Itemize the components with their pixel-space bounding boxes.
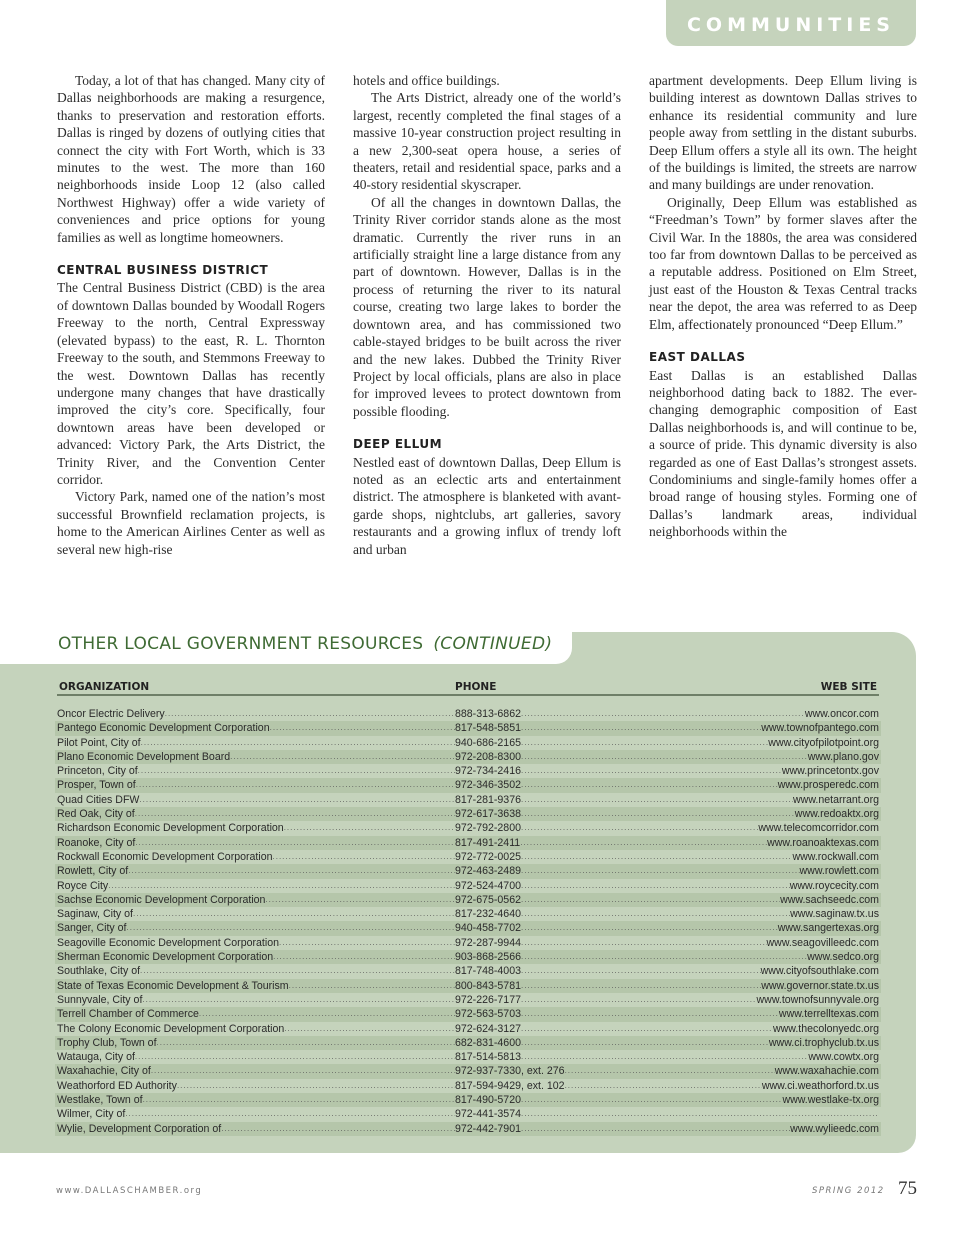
- table-row: [55, 1022, 881, 1036]
- resources-title-suffix: (CONTINUED): [433, 634, 553, 654]
- phone-number: 972-524-4700: [455, 879, 521, 892]
- leader-dots: [135, 1050, 455, 1064]
- phone-number: 972-772-0025: [455, 850, 521, 863]
- leader-dots: [521, 1022, 773, 1036]
- header-organization: ORGANIZATION: [59, 681, 150, 693]
- table-row: [55, 1064, 881, 1078]
- organization-name: Sherman Economic Development Corporation: [57, 951, 274, 964]
- table-row: [55, 793, 881, 807]
- website-link[interactable]: www.rowlett.com: [799, 865, 879, 878]
- phone-number: 817-232-4640: [455, 908, 521, 921]
- organization-name: Prosper, Town of: [57, 779, 136, 792]
- table-row: [55, 1107, 881, 1121]
- organization-name: Royce City: [57, 879, 109, 892]
- leader-dots: [521, 793, 793, 807]
- leader-dots: [273, 950, 455, 964]
- phone-number: 972-442-7901: [455, 1122, 521, 1135]
- organization-name: Sanger, City of: [57, 922, 127, 935]
- leader-dots: [265, 893, 455, 907]
- leader-dots: [521, 1107, 879, 1121]
- phone-number: 817-491-2411: [455, 836, 521, 849]
- website-link[interactable]: www.telecomcorridor.com: [758, 822, 879, 835]
- website-link[interactable]: www.thecolonyedc.org: [773, 1022, 879, 1035]
- leader-dots: [521, 979, 761, 993]
- leader-dots: [230, 750, 455, 764]
- leader-dots: [135, 807, 455, 821]
- leader-dots: [151, 1064, 455, 1078]
- leader-dots: [521, 964, 761, 978]
- table-row: [55, 979, 881, 993]
- paragraph: hotels and office buildings.: [353, 73, 500, 88]
- website-link[interactable]: www.sachseedc.com: [780, 893, 879, 906]
- table-row: [55, 921, 881, 935]
- table-row: [55, 721, 881, 735]
- website-link[interactable]: www.waxahachie.com: [774, 1065, 879, 1078]
- phone-number: 817-748-4003: [455, 965, 521, 978]
- website-link[interactable]: www.rockwall.com: [792, 850, 879, 863]
- leader-dots: [521, 707, 805, 721]
- phone-number: 972-441-3574: [455, 1108, 521, 1121]
- header-website: WEB SITE: [820, 681, 877, 693]
- table-header: [57, 680, 879, 696]
- paragraph: Originally, Deep Ellum was established as “Freedman’s Town” by former slaves after the Civil War. In the 1880s, the area was considered too far from downtown Dallas to be perceived as a reputable address. Positioned on Elm Street, just east of the Houston & Texas Central tracks near the depot, the area was referred to as Deep Elm, affectionately pronounced “Deep Ellum.”: [649, 194, 917, 332]
- leader-dots: [565, 1064, 775, 1078]
- phone-number: 972-463-2489: [455, 865, 521, 878]
- phone-number: 817-490-5720: [455, 1094, 521, 1107]
- leader-dots: [284, 1022, 455, 1036]
- leader-dots: [128, 864, 455, 878]
- leader-dots: [521, 1050, 808, 1064]
- table-row: [55, 764, 881, 778]
- table-row: [55, 1079, 881, 1093]
- table-row: [55, 807, 881, 821]
- website-link[interactable]: www.princetontx.gov: [781, 765, 879, 778]
- section-tab: COMMUNITIES: [666, 0, 916, 46]
- table-row: [55, 836, 881, 850]
- organization-name: Princeton, City of: [57, 765, 138, 778]
- website-link[interactable]: www.sedco.org: [807, 951, 879, 964]
- website-link[interactable]: www.netarrant.org: [793, 793, 879, 806]
- organization-name: The Colony Economic Development Corporation: [57, 1022, 285, 1035]
- website-link[interactable]: [879, 1107, 881, 1121]
- phone-number: 972-563-5703: [455, 1008, 521, 1021]
- website-link[interactable]: www.prosperedc.com: [777, 779, 879, 792]
- table-row: [55, 893, 881, 907]
- leader-dots: [521, 1036, 769, 1050]
- leader-dots: [521, 778, 778, 792]
- table-row: [55, 707, 881, 721]
- leader-dots: [140, 964, 455, 978]
- leader-dots: [521, 850, 792, 864]
- organization-name: Wilmer, City of: [57, 1108, 126, 1121]
- table-row: [55, 850, 881, 864]
- organization-name: Terrell Chamber of Commerce: [57, 1008, 199, 1021]
- leader-dots: [165, 707, 455, 721]
- organization-name: Westlake, Town of: [57, 1094, 143, 1107]
- page-number: 75: [898, 1178, 917, 1199]
- organization-name: Rowlett, City of: [57, 865, 129, 878]
- table-row: [55, 1093, 881, 1107]
- website-link[interactable]: www.ci.trophyclub.tx.us: [768, 1036, 879, 1049]
- phone-number: 817-548-5851: [455, 722, 521, 735]
- leader-dots: [125, 1107, 455, 1121]
- table-row: [55, 879, 881, 893]
- paragraph: Nestled east of downtown Dallas, Deep Ellum is noted as an eclectic arts and entertainment district. The atmosphere is blanketed with avant-garde shops, nightclubs, art galleries, savory restaurants and a growing influx of trendy loft and urban: [353, 454, 621, 557]
- table-row: [55, 936, 881, 950]
- leader-dots: [139, 793, 455, 807]
- organization-name: Plano Economic Development Board: [57, 750, 231, 763]
- organization-name: Seagoville Economic Development Corporation: [57, 936, 279, 949]
- organization-name: Pilot Point, City of: [57, 736, 141, 749]
- leader-dots: [521, 879, 790, 893]
- phone-number: 972-226-7177: [455, 993, 521, 1006]
- phone-number: 972-734-2416: [455, 765, 521, 778]
- leader-dots: [521, 807, 795, 821]
- leader-dots: [520, 836, 767, 850]
- leader-dots: [133, 907, 455, 921]
- leader-dots: [521, 936, 767, 950]
- organization-name: Oncor Electric Delivery: [57, 708, 165, 720]
- organization-name: Rockwall Economic Development Corporation: [57, 850, 273, 863]
- leader-dots: [199, 1007, 455, 1021]
- leader-dots: [521, 736, 768, 750]
- leader-dots: [521, 921, 778, 935]
- table-row: [55, 964, 881, 978]
- organization-name: Wylie, Development Corporation of: [57, 1122, 222, 1135]
- phone-number: 682-831-4600: [455, 1036, 521, 1049]
- phone-number: 888-313-6862: [455, 708, 521, 720]
- leader-dots: [521, 864, 800, 878]
- leader-dots: [289, 979, 455, 993]
- leader-dots: [177, 1079, 455, 1093]
- leader-dots: [521, 721, 761, 735]
- phone-number: 972-792-2800: [455, 822, 521, 835]
- leader-dots: [521, 821, 758, 835]
- leader-dots: [279, 936, 455, 950]
- paragraph: The Arts District, already one of the world’s largest, recently completed the final stages of a massive 10-year construction project resulting in a new 2,300-seat opera house, a series of theaters, retail and residential space, parks and a 40-story residential skyscraper.: [353, 90, 621, 193]
- organization-name: Sunnyvale, City of: [57, 993, 143, 1006]
- website-link[interactable]: www.redoaktx.org: [794, 808, 879, 821]
- table-row: [55, 778, 881, 792]
- phone-number: 972-624-3127: [455, 1022, 521, 1035]
- leader-dots: [284, 821, 455, 835]
- website-link[interactable]: www.ci.weathorford.tx.us: [761, 1079, 879, 1092]
- resources-table: [55, 707, 881, 1136]
- table-row: [55, 1122, 881, 1136]
- website-link[interactable]: www.roanoaktexas.com: [767, 836, 879, 849]
- organization-name: Richardson Economic Development Corporation: [57, 822, 284, 835]
- table-row: [55, 1050, 881, 1064]
- website-link[interactable]: www.sangertexas.org: [777, 922, 879, 935]
- table-row: [55, 864, 881, 878]
- website-link[interactable]: www.cowtx.org: [808, 1051, 879, 1064]
- section-heading: EAST DALLAS: [649, 350, 746, 365]
- phone-number: 972-617-3638: [455, 808, 521, 821]
- leader-dots: [270, 721, 455, 735]
- organization-name: Quad Cities DFW: [57, 793, 140, 806]
- organization-name: Trophy Club, Town of: [57, 1036, 157, 1049]
- website-link[interactable]: www.saginaw.tx.us: [790, 908, 879, 921]
- leader-dots: [521, 1093, 782, 1107]
- paragraph: The Central Business District (CBD) is the area of downtown Dallas bounded by Woodall Rogers Freeway to the north, Central Expressway (elevated bypass) to the east, R. L. Thornton Freeway to the south, and Stemmons Freeway to the west. Downtown Dallas has recently undergone many changes that have drastically improved the city’s core. Specifically, four downtown areas have been developed or advanced: Victory Park, the Arts District, the Trinity River, and the Convention Center corridor.: [57, 280, 325, 487]
- organization-name: Saginaw, City of: [57, 908, 133, 921]
- table-row: [55, 1007, 881, 1021]
- paragraph: apartment developments. Deep Ellum living is building interest as downtown Dallas strives to enhance its residential community and lure people away from settling in the distant suburbs. Deep Ellum offers a style all its own. The height of the buildings is limited, the streets are narrow and many buildings are under renovation.: [649, 73, 917, 193]
- resources-title: [58, 634, 552, 654]
- leader-dots: [108, 879, 455, 893]
- leader-dots: [521, 907, 790, 921]
- table-row: [55, 1036, 881, 1050]
- organization-name: Red Oak, City of: [57, 808, 135, 821]
- phone-number: 972-937-7330, ext. 276: [455, 1065, 565, 1078]
- phone-number: 800-843-5781: [455, 979, 521, 992]
- phone-number: 903-868-2566: [455, 951, 521, 964]
- leader-dots: [127, 921, 456, 935]
- text-column-1: [57, 72, 325, 558]
- phone-number: 817-514-5813: [455, 1051, 521, 1064]
- table-row: [55, 907, 881, 921]
- leader-dots: [138, 764, 455, 778]
- leader-dots: [521, 993, 757, 1007]
- leader-dots: [157, 1036, 455, 1050]
- leader-dots: [521, 950, 807, 964]
- section-heading: DEEP ELLUM: [353, 437, 443, 452]
- header-phone: PHONE: [455, 681, 497, 693]
- text-column-2: [353, 72, 621, 558]
- leader-dots: [521, 1007, 779, 1021]
- website-link[interactable]: www.oncor.com: [804, 708, 879, 720]
- leader-dots: [565, 1079, 762, 1093]
- organization-name: Pantego Economic Development Corporation: [57, 722, 270, 735]
- website-link[interactable]: www.cityofpilotpoint.org: [768, 736, 879, 749]
- leader-dots: [521, 893, 780, 907]
- paragraph: Victory Park, named one of the nation’s most successful Brownfield reclamation projects, is home to the American Airlines Center as well as several new high-rise: [57, 489, 325, 557]
- website-link[interactable]: www.wylieedc.com: [790, 1122, 879, 1135]
- phone-number: 972-208-8300: [455, 750, 521, 763]
- website-link[interactable]: www.townofpantego.com: [761, 722, 879, 735]
- organization-name: Roanoke, City of: [57, 836, 136, 849]
- organization-name: Watauga, City of: [57, 1051, 135, 1064]
- leader-dots: [135, 836, 455, 850]
- website-link[interactable]: www.seagovilleedc.com: [766, 936, 879, 949]
- resources-title-text: OTHER LOCAL GOVERNMENT RESOURCES: [58, 634, 424, 654]
- leader-dots: [141, 736, 455, 750]
- website-link[interactable]: www.terrelltexas.com: [778, 1008, 879, 1021]
- organization-name: Southlake, City of: [57, 965, 141, 978]
- paragraph: East Dallas is an established Dallas neighborhood dating back to 1882. The ever-changing demographic composition of East Dallas neighborhoods is, and will continue to be, a source of pride. This dynamic diversity is also regarded as one of East Dallas’s strongest assets. Condominiums and single-family homes offer a broad range of housing styles. Forming one of Dallas’s landmark areas, individual neighborhoods within the: [649, 367, 917, 540]
- text-column-3: [649, 72, 917, 541]
- footer-issue: SPRING 2012: [812, 1186, 885, 1196]
- leader-dots: [221, 1122, 455, 1136]
- table-row: [55, 750, 881, 764]
- leader-dots: [273, 850, 455, 864]
- organization-name: Weathorford ED Authority: [57, 1079, 177, 1092]
- phone-number: 972-675-0562: [455, 893, 521, 906]
- phone-number: 972-287-9944: [455, 936, 521, 949]
- leader-dots: [142, 993, 455, 1007]
- paragraph: Today, a lot of that has changed. Many city of Dallas neighborhoods are making a resurgence, thanks to preservation and restoration efforts. Dallas is ringed by dozens of outlying cities that connect the city with Fort Worth, which is 33 minutes to the west. The more than 160 neighborhoods inside Loop 12 (also called Northwest Highway) offer a wide variety of conveniences and price options for young families as well as longtime homeowners.: [57, 73, 325, 245]
- website-link[interactable]: www.westlake-tx.org: [782, 1094, 879, 1107]
- organization-name: Sachse Economic Development Corporation: [57, 893, 266, 906]
- phone-number: 940-458-7702: [455, 922, 521, 935]
- table-row: [55, 821, 881, 835]
- phone-number: 817-281-9376: [455, 793, 521, 806]
- table-row: [55, 993, 881, 1007]
- leader-dots: [143, 1093, 455, 1107]
- phone-number: 940-686-2165: [455, 736, 521, 749]
- organization-name: Waxahachie, City of: [57, 1065, 151, 1078]
- phone-number: 817-594-9429, ext. 102: [455, 1079, 565, 1092]
- footer-website[interactable]: www.DALLASCHAMBER.org: [56, 1186, 203, 1196]
- leader-dots: [521, 1122, 790, 1136]
- leader-dots: [521, 750, 808, 764]
- website-link[interactable]: www.governor.state.tx.us: [761, 979, 879, 992]
- table-row: [55, 736, 881, 750]
- leader-dots: [136, 778, 455, 792]
- table-row: [55, 950, 881, 964]
- website-link[interactable]: www.roycecity.com: [789, 879, 879, 892]
- leader-dots: [521, 764, 782, 778]
- section-heading: CENTRAL BUSINESS DISTRICT: [57, 263, 269, 278]
- paragraph: Of all the changes in downtown Dallas, the Trinity River corridor stands alone as the most dramatic. Currently the river runs in an artificially straight line a large distance from any part of downtown. However, Dallas is in the process of returning the river to its natural course, creating two large lakes to border the downtown area, and has commissioned two cable-stayed bridges to be built across the river and the new lakes. Dubbed the Trinity River Project by local officials, plans are also in place for improved levees to protect downtown from possible flooding.: [353, 194, 621, 419]
- website-link[interactable]: www.plano.gov: [807, 750, 879, 763]
- organization-name: State of Texas Economic Development & Tourism: [57, 979, 289, 992]
- website-link[interactable]: www.cityofsouthlake.com: [760, 965, 879, 978]
- phone-number: 972-346-3502: [455, 779, 521, 792]
- website-link[interactable]: www.townofsunnyvale.org: [756, 993, 879, 1006]
